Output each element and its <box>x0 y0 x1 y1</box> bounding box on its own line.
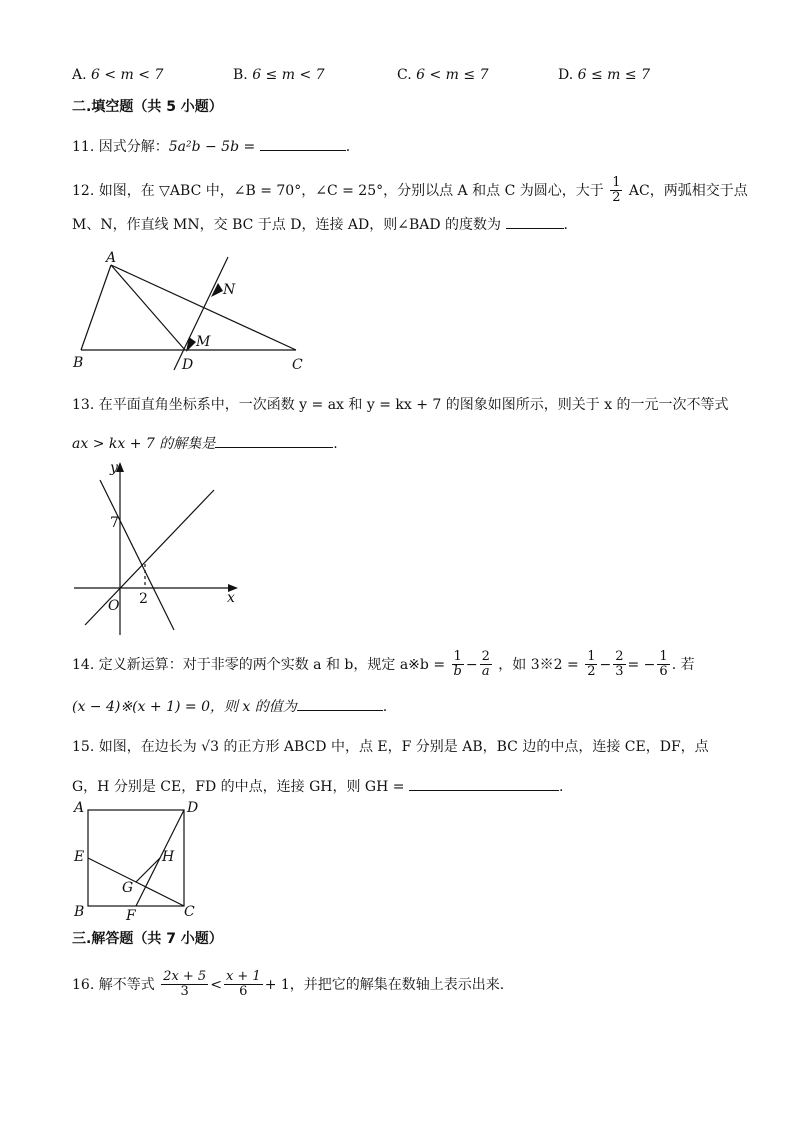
q14-f1-den: b <box>453 664 462 680</box>
q16-f1-den: 3 <box>180 984 189 1000</box>
q16-post: + 1，并把它的解集在数轴上表示出来. <box>264 976 505 993</box>
label-x: x <box>227 590 235 606</box>
label-a: A <box>74 800 85 816</box>
option-b-text: 6 ≤ m < 7 <box>252 67 325 83</box>
label-a: A <box>106 250 117 266</box>
q12-fraction <box>610 176 622 206</box>
q14-frac-1 <box>452 650 464 680</box>
line-y-ax <box>85 490 214 625</box>
label-e: E <box>74 849 85 865</box>
q14-frac-5 <box>657 650 669 680</box>
q15-line2: G，H 分别是 CE，FD 的中点，连接 GH，则 GH = <box>72 779 405 795</box>
q12-line2: M、N，作直线 MN，交 BC 于点 D，连接 AD，则∠BAD 的度数为 <box>72 217 502 233</box>
label-two: 2 <box>139 591 148 607</box>
label-b: B <box>73 355 84 371</box>
option-c-text: 6 < m ≤ 7 <box>416 67 489 83</box>
q14-line1-c: . 若 <box>671 656 695 673</box>
side-ab <box>81 265 111 350</box>
q11-number: 11. <box>72 139 95 155</box>
q12-end: . <box>563 217 568 233</box>
q14-eq: = − <box>627 656 656 673</box>
question-16 <box>72 970 504 1000</box>
question-13-line-2 <box>72 435 338 451</box>
q15-answer-blank[interactable] <box>409 778 559 791</box>
q16-lt: < <box>210 976 222 993</box>
q14-frac-2 <box>480 650 492 680</box>
option-a <box>72 68 163 82</box>
q14-f4-den: 3 <box>615 664 624 680</box>
q13-number: 13. <box>72 397 95 413</box>
q14-answer-blank[interactable] <box>297 698 383 711</box>
q15-line1: 如图，在边长为 √3 的正方形 ABCD 中，点 E，F 分别是 AB，BC 边的中点，连接 CE，DF，点 <box>98 739 709 755</box>
question-15-line-1 <box>72 740 709 754</box>
label-o: O <box>108 598 120 614</box>
q11-answer-blank[interactable] <box>260 138 346 151</box>
question-12-line-1 <box>72 176 748 206</box>
q15-square-figure <box>70 800 205 925</box>
label-m: M <box>196 334 211 350</box>
option-a-label: A. <box>72 67 87 83</box>
q16-frac-1 <box>161 970 208 1000</box>
q14-f2-num: 2 <box>481 649 490 664</box>
question-11 <box>72 138 350 154</box>
q12-number: 12. <box>72 182 95 199</box>
q14-f5-den: 6 <box>659 664 668 680</box>
option-d-text: 6 ≤ m ≤ 7 <box>577 67 650 83</box>
q13-end: . <box>333 436 338 452</box>
label-c: C <box>292 357 303 373</box>
section-2-title: 二.填空题（共 5 小题） <box>72 99 223 115</box>
section-3-title: 三.解答题（共 7 小题） <box>72 931 223 947</box>
q14-f4-num: 2 <box>615 649 624 664</box>
question-12-line-2 <box>72 216 568 232</box>
option-b-label: B. <box>233 67 248 83</box>
label-y: y <box>110 460 118 476</box>
q11-text: 因式分解： <box>98 139 169 155</box>
q12-answer-blank[interactable] <box>506 216 564 229</box>
q12-line1-b: AC，两弧相交于点 <box>628 182 748 199</box>
q12-triangle-figure <box>70 245 320 375</box>
q14-f2-den: a <box>481 664 490 680</box>
label-c: C <box>184 904 195 920</box>
label-seven: 7 <box>110 515 119 531</box>
segment-gh <box>136 858 160 882</box>
label-d: D <box>182 357 194 373</box>
label-f: F <box>126 908 136 924</box>
q14-end: . <box>382 699 388 715</box>
label-d: D <box>187 800 199 816</box>
q16-number: 16. <box>72 976 95 993</box>
question-14-line-2 <box>72 698 387 714</box>
q12-frac-den: 2 <box>612 190 621 206</box>
q12-frac-num: 1 <box>612 175 621 190</box>
label-h: H <box>162 849 175 865</box>
q14-line2: (x − 4)※(x + 1) = 0，则 x 的值为 <box>72 699 297 715</box>
q14-f1-num: 1 <box>452 650 464 665</box>
q14-frac-4 <box>613 650 625 680</box>
q16-pre: 解不等式 <box>98 976 155 993</box>
question-14-line-1 <box>72 650 695 680</box>
q15-end: . <box>558 779 564 795</box>
q11-expression: 5a²b − 5b = <box>168 139 256 155</box>
q14-line1-b: ，如 3※2 = <box>498 656 579 673</box>
q16-f1-num: 2x + 5 <box>163 969 207 984</box>
q13-line1: 在平面直角坐标系中，一次函数 y = ax 和 y = kx + 7 的图象如图所示，则关于 x 的一元一次不等式 <box>98 397 729 413</box>
q15-number: 15. <box>72 739 95 755</box>
q14-f3-num: 1 <box>587 649 596 664</box>
q13-graph-figure <box>70 460 245 640</box>
q14-f3-den: 2 <box>587 664 596 680</box>
q14-number: 14. <box>72 656 95 673</box>
q14-f5-num: 1 <box>659 649 668 664</box>
option-d <box>558 68 650 82</box>
question-15-line-2 <box>72 778 563 794</box>
option-a-text: 6 < m < 7 <box>91 67 164 83</box>
q16-f2-num: x + 1 <box>225 969 261 984</box>
label-g: G <box>122 880 134 896</box>
q14-line1-a: 定义新运算：对于非零的两个实数 a 和 b，规定 a※b = <box>98 656 446 673</box>
q13-answer-blank[interactable] <box>215 435 333 448</box>
option-b <box>233 68 325 82</box>
option-d-label: D. <box>558 67 574 83</box>
q12-line1-a: 如图，在 ▽ABC 中，∠B = 70°，∠C = 25°，分别以点 A 和点 C 为圆心，大于 <box>98 182 604 199</box>
q13-line2: ax > kx + 7 的解集是 <box>72 436 216 452</box>
q16-frac-2 <box>224 970 263 1000</box>
q14-minus-2: − <box>599 656 612 673</box>
q11-end: . <box>345 139 351 155</box>
line-mn <box>174 257 228 370</box>
question-13-line-1 <box>72 398 729 412</box>
segment-ad <box>111 265 185 350</box>
label-b: B <box>74 904 85 920</box>
option-c-label: C. <box>397 67 412 83</box>
label-n: N <box>223 282 236 298</box>
q16-f2-den: 6 <box>239 984 248 1000</box>
q14-minus: − <box>465 656 478 673</box>
q14-frac-3 <box>585 650 597 680</box>
option-c <box>397 68 488 82</box>
